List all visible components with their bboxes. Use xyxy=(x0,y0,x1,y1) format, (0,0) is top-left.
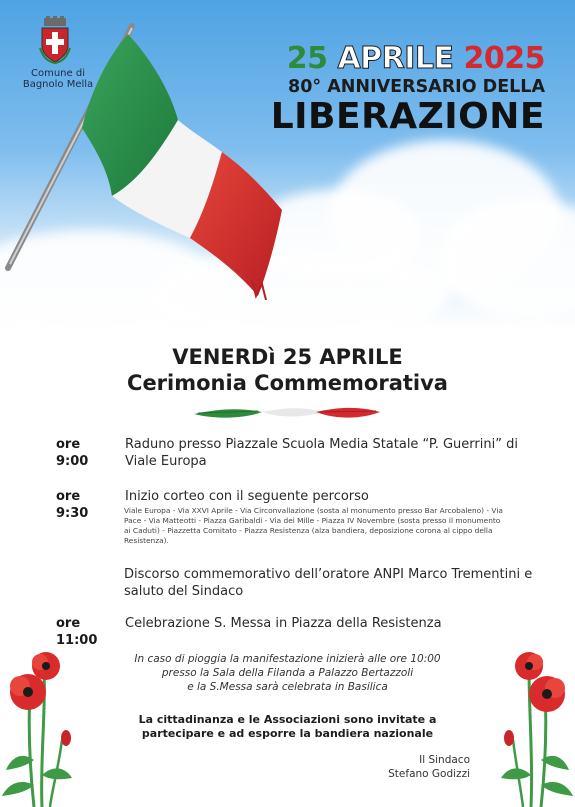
poppy-flower-icon xyxy=(495,650,575,807)
event-day: VENERDì 25 APRILE xyxy=(172,345,403,369)
rain-notice-line: e la S.Messa sarà celebrata in Basilica xyxy=(187,681,388,693)
event-name: Cerimonia Commemorativa xyxy=(127,371,448,395)
date-month: APRILE xyxy=(337,41,464,76)
event-heading xyxy=(0,344,575,396)
date-heading xyxy=(271,42,545,76)
date-year: 2025 xyxy=(463,41,545,76)
program-text: Raduno presso Piazzale Scuola Media Statale “P. Guerrini” di Viale Europa xyxy=(125,437,518,469)
rain-notice xyxy=(0,652,575,694)
liberation-title: LIBERAZIONE xyxy=(270,96,545,137)
signature xyxy=(360,753,470,781)
program-time: ore 9:00 xyxy=(56,437,89,469)
speech-description: Discorso commemorativo dell’oratore ANPI Marco Trementini e saluto del Sindaco xyxy=(124,567,533,599)
tricolor-brushstroke-icon xyxy=(192,404,382,422)
route-description: Viale Europa - Via XXVI Aprile - Via Circonvallazione (sosta al monumento presso Bar Arcobaleno) - Via Pace - Via Matteotti - Piazza Garibaldi - Via dei Mille - Piazza IV Novembre (sosta presso il monumento ai Caduti) - Piazzetta Comitato - Piazza Resistenza (alza bandiera, deposizione corona al cippo della Resistenza). xyxy=(124,506,503,545)
program-text: Celebrazione S. Messa in Piazza della Resistenza xyxy=(125,616,442,631)
poppy-flower-icon xyxy=(0,650,80,807)
program-time: ore 9:30 xyxy=(56,489,89,521)
program-time: ore 11:00 xyxy=(56,616,98,648)
signature-name: Stefano Godizzi xyxy=(388,768,470,780)
date-day: 25 xyxy=(286,41,338,76)
rain-notice-line: presso la Sala della Filanda a Palazzo Bertazzoli xyxy=(161,667,414,679)
signature-role: Il Sindaco xyxy=(419,754,470,766)
anniversary-subtitle: 80° ANNIVERSARIO DELLA xyxy=(288,77,545,97)
invitation-line: La cittadinanza e le Associazioni sono invitate a xyxy=(138,713,437,726)
poster-title-block xyxy=(271,42,545,136)
invitation-line: partecipare e ad esporre la bandiera nazionale xyxy=(141,727,434,740)
municipality-name: Comune di Bagnolo Mella xyxy=(22,68,94,90)
program-text: Inizio corteo con il seguente percorso xyxy=(125,489,369,504)
rain-notice-line: In caso di pioggia la manifestazione inizierà alle ore 10:00 xyxy=(134,653,441,665)
invitation-text xyxy=(0,713,575,741)
municipal-crest-icon xyxy=(38,16,72,64)
